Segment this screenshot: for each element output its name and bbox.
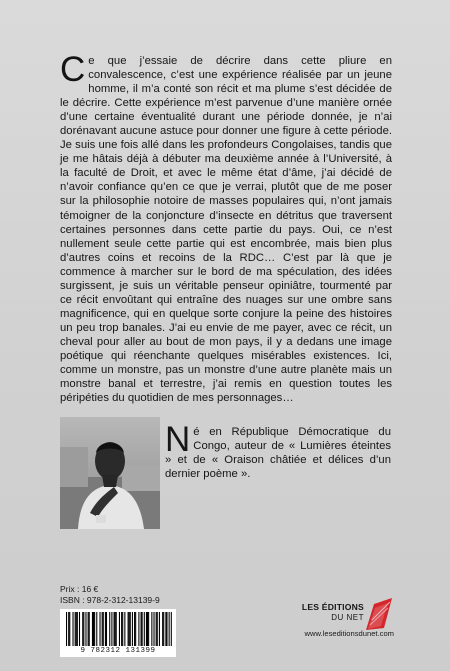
author-photo (60, 417, 160, 529)
isbn-label: ISBN : 978-2-312-13139-9 (60, 595, 160, 605)
publisher-sub: DU NET (331, 613, 364, 622)
price-label: Prix : 16 € (60, 584, 99, 594)
bio-dropcap: N (165, 420, 191, 459)
barcode-digits: 9 782312 131399 (60, 646, 176, 656)
synopsis-body: e que j’essaie de décrire dans cette pliure en convalescence, c’est une expérience réalisée par un jeune homme, il m’a conté son récit et ma plume s’est décidée de le décrire. Cette expérience m’est parvenue d’une manière ornée d’une certaine éventualité durant une période donnée, je n’ai dorénavant aucune astuce pour donner une figure à cette période. Je suis une fois allé dans les profondeurs Congolaises, tandis que je me hâtais déjà à débuter ma deuxième année à l’Université, à la faculté de Droit, et avec le même état d’âme, j’ai décidé de n’avoir confiance qu’en ce que je verrai, plutôt que de me poser sur la philosophie notoire de masses populaires qui, n’ont jamais témoigner de la conjoncture d’insecte en détritus que traversent certaines personnes dans cette partie du pays. Oui, ce n’est nullement seule cette partie qui est encombrée, mais bien plus d’autres coins et recoins de la RDC… C’est par là que je commence à marcher sur le bord de ma spéculation, des idées surgissent, je suis un véritable penseur opiniâtre, tourmenté par ce récit envoûtant qui entraîne des nuages sur une ombre sans magnificence, qui en quelque sorte conjure la peine des histoires un peu trop banales. J’ai eu envie de me payer, avec ce récit, un cheval pour aller au bout de mon pays, il y a dedans une image poétique qui réenchante quelques misérables existences. Ici, comme un monstre, pas un monstre d’une autre planète mais un monstre banal et terrestre, j’ai remis en question toutes les péripéties du quotidien de mes personnages… (60, 55, 392, 405)
synopsis-dropcap: C (60, 50, 86, 89)
publisher-website: www.leseditionsdunet.com (304, 629, 394, 638)
bio-body: é en République Démocratique du Congo, auteur de « Lumières éteintes » et de « Oraison châtiée et délices d’un dernier poème ». (165, 426, 391, 481)
synopsis-text (60, 50, 392, 405)
publisher-mark-icon (364, 598, 394, 632)
publisher-name: LES ÉDITIONS (301, 602, 364, 612)
book-meta (60, 584, 160, 606)
author-bio (165, 420, 391, 481)
